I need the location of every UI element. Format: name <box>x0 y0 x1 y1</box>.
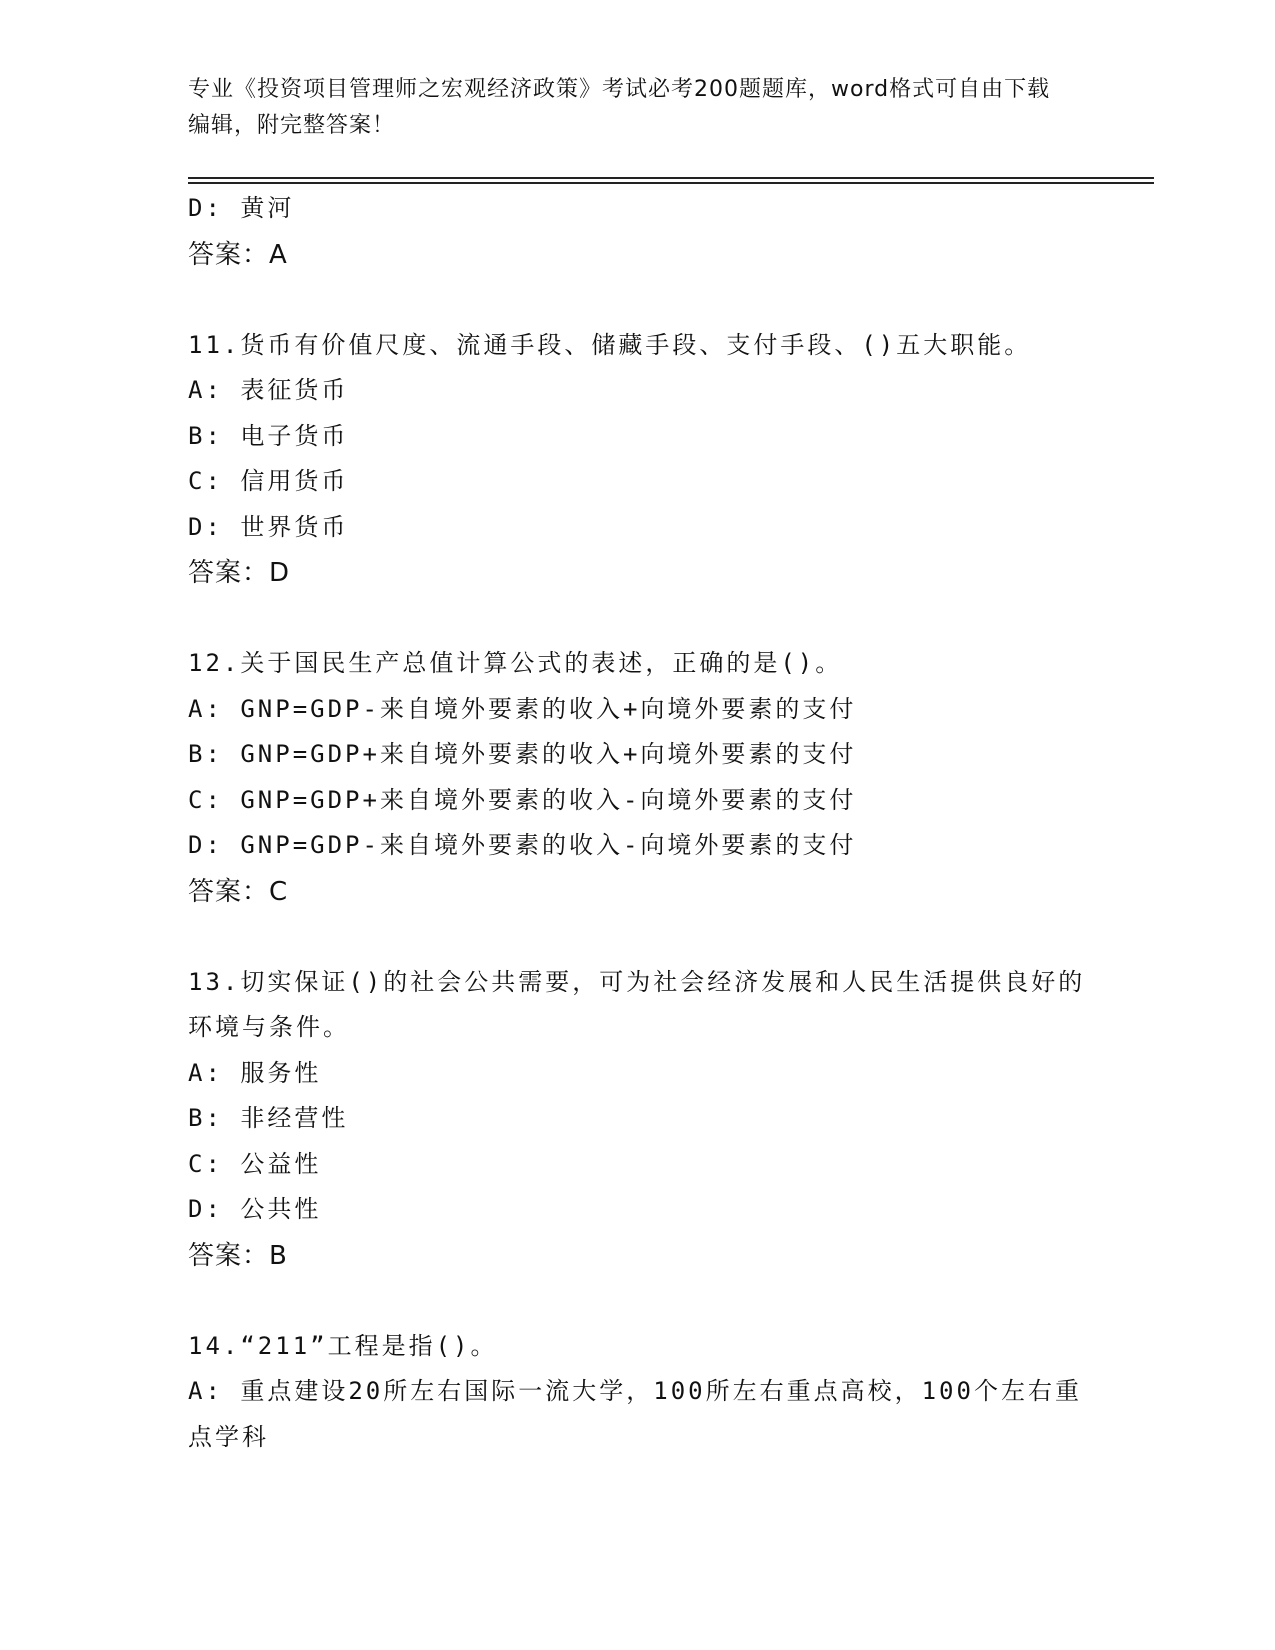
option-c: C: 信用货币 <box>188 467 349 495</box>
answer-line: 答案：C <box>188 876 289 907</box>
header-divider-bottom <box>188 182 1154 184</box>
option-d: D: 世界货币 <box>188 512 349 541</box>
option-d: D: 黄河 <box>188 194 295 222</box>
question-stem: 13.切实保证()的社会公共需要，可为社会经济发展和人民生活提供良好的环境与条件。 <box>188 967 1086 1041</box>
question-spacer <box>188 915 1088 960</box>
document-header-note: 专业《投资项目管理师之宏观经济政策》考试必考200题题库，word格式可自由下载编辑，附完整答案！ <box>188 77 1051 138</box>
option-a: A: 重点建设20所左右国际一流大学，100所左右重点高校，100个左右重点学科 <box>188 1377 1082 1451</box>
option-b: B: GNP=GDP+来自境外要素的收入+向境外要素的支付 <box>188 740 857 768</box>
answer-line: 答案：B <box>188 1240 288 1271</box>
question-13 <box>188 960 1088 1279</box>
question-spacer <box>188 278 1088 323</box>
question-10-tail <box>188 186 1088 278</box>
option-b: B: 非经营性 <box>188 1104 349 1132</box>
option-d: D: 公共性 <box>188 1195 322 1223</box>
question-list <box>188 186 1088 1460</box>
question-14 <box>188 1324 1088 1461</box>
option-c: C: GNP=GDP+来自境外要素的收入-向境外要素的支付 <box>188 785 857 814</box>
answer-line: 答案：A <box>188 239 288 270</box>
question-spacer <box>188 1279 1088 1324</box>
question-12 <box>188 641 1088 915</box>
question-stem: 12.关于国民生产总值计算公式的表述，正确的是()。 <box>188 649 843 677</box>
question-11 <box>188 323 1088 597</box>
option-b: B: 电子货币 <box>188 421 349 450</box>
header-divider-top <box>188 177 1154 179</box>
option-a: A: 表征货币 <box>188 376 349 404</box>
option-c: C: 公益性 <box>188 1149 322 1178</box>
option-a: A: GNP=GDP-来自境外要素的收入+向境外要素的支付 <box>188 694 857 723</box>
option-a: A: 服务性 <box>188 1058 322 1087</box>
question-stem: 11.货币有价值尺度、流通手段、储藏手段、支付手段、()五大职能。 <box>188 330 1032 359</box>
answer-line: 答案：D <box>188 558 291 588</box>
question-spacer <box>188 596 1088 641</box>
option-d: D: GNP=GDP-来自境外要素的收入-向境外要素的支付 <box>188 831 857 859</box>
question-stem: 14.“211”工程是指()。 <box>188 1331 498 1360</box>
